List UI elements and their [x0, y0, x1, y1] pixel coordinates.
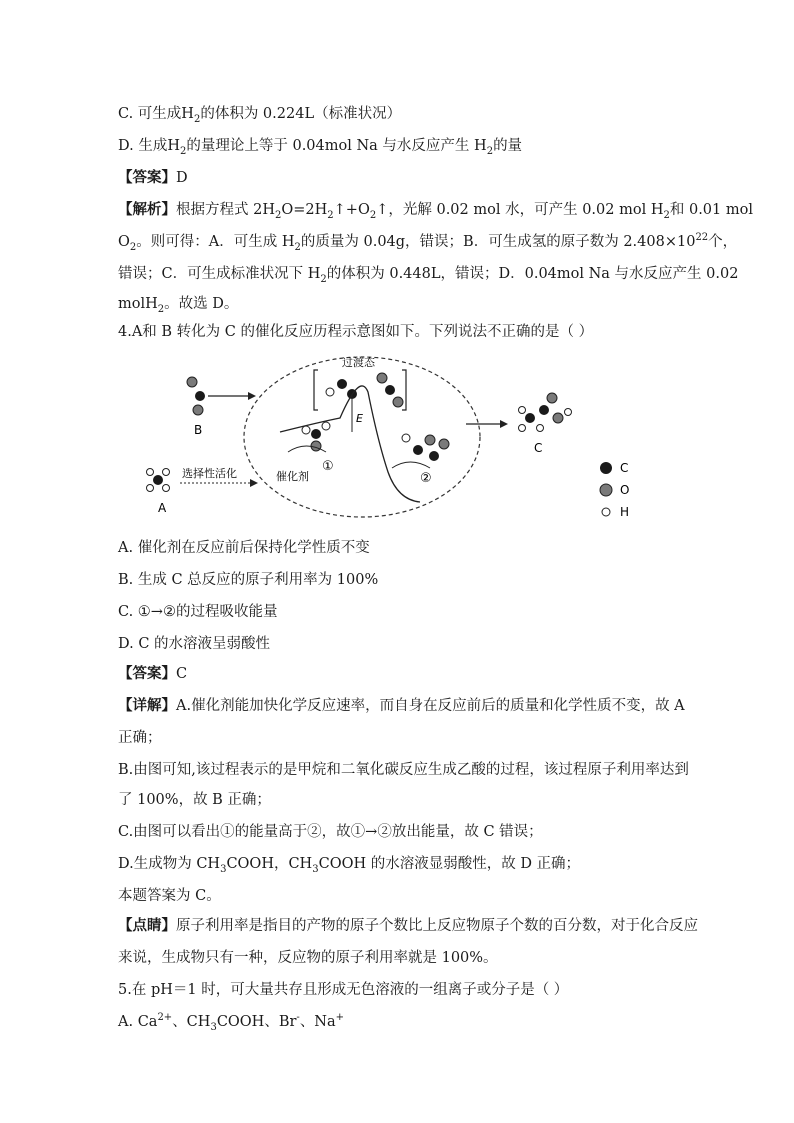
q3-answer: 【答案】D	[118, 169, 188, 186]
q4-detail-line-6: D.生成物为 $CH_3COOH$，$CH_3COOH$ 的水溶液显弱酸性，故 D 正确；	[118, 856, 581, 875]
label-a: A	[158, 501, 167, 515]
label-b: B	[194, 423, 203, 437]
q3-option-c: C. 可生成$H_2$的体积为 0.224L（标准状况）	[118, 106, 402, 125]
catalyst-surface-2	[392, 462, 430, 468]
energy-label: E	[356, 412, 363, 425]
selective-activation-label: 选择性活化	[182, 467, 237, 480]
q3-analysis-line-2: $O_2$。则可得：A．可生成 $H_2$的质量为 0.04g，错误；B．可生成氢的原子数为 $2.408\times 10^{22}$个，	[118, 232, 738, 253]
step1-molecule	[302, 422, 330, 451]
q5-stem: 5.在 pH＝1 时，可大量共存且形成无色溶液的一组离子或分子是（ ）	[118, 982, 569, 998]
label-c: C	[534, 441, 543, 455]
ts-molecule	[326, 373, 403, 407]
q4-detail-line-3: B.由图可知,该过程表示的是甲烷和二氧化碳反应生成乙酸的过程，该过程原子利用率达到	[118, 762, 689, 778]
legend-h: H	[620, 505, 630, 519]
molecule-b	[187, 377, 205, 415]
arrow-c-head	[500, 420, 508, 428]
q3-analysis-line-1: 【解析】根据方程式 $2H_2O=2H_2↑+O_2↑$，光解 0.02 mol 水，可产生 0.02 mol $H_2$和 0.01 mol	[118, 201, 753, 221]
q4-detail-line-4: 了 100%，故 B 正确；	[118, 792, 271, 808]
molecule-a	[147, 469, 170, 492]
q4-point-line-2: 来说，生成物只有一种，反应物的原子利用率就是 100%。	[118, 950, 498, 966]
q4-option-c: C. ①→②的过程吸收能量	[118, 604, 278, 620]
legend-c: C	[620, 461, 629, 475]
q4-point-line-1: 【点睛】原子利用率是指目的产物的原子个数比上反应物原子个数的百分数，对于化合反应	[118, 917, 698, 934]
q4-detail-line-2: 正确；	[118, 730, 162, 746]
q5-option-a: A. $Ca^{2+}$、$CH_3COOH$、Br-、Na+	[118, 1012, 345, 1033]
reaction-zone-ellipse	[244, 357, 480, 517]
catalyst-label: 催化剂	[276, 470, 309, 483]
q3-analysis-line-3: 错误；C．可生成标准状况下 $H_2$的体积为 0.448L，错误；D．0.04mol Na 与水反应产生 0.02	[118, 266, 739, 285]
transition-state-label: 过渡态	[342, 356, 375, 369]
q4-detail-line-5: C.由图可以看出①的能量高于②，故①→②放出能量，故 C 错误；	[118, 824, 543, 840]
q3-option-d: D. 生成$H_2$的量理论上等于 0.04mol Na 与水反应产生 $H_2$的量	[118, 138, 523, 157]
step2-label: ②	[420, 471, 432, 486]
ts-bracket-left	[314, 370, 318, 410]
q4-detail-line-1: 【详解】A.催化剂能加快化学反应速率，而自身在反应前后的质量和化学性质不变，故 A	[118, 697, 685, 714]
legend-o: O	[620, 483, 630, 497]
q4-stem: 4.A和 B 转化为 C 的催化反应历程示意图如下。下列说法不正确的是（ ）	[118, 324, 594, 340]
arrow-b-head	[248, 392, 256, 400]
step2-molecule	[402, 434, 449, 461]
atom-legend	[600, 461, 629, 519]
q3-analysis-line-4: molH$_2$。故选 D。	[118, 296, 239, 315]
q4-option-d: D. C 的水溶液呈弱酸性	[118, 636, 271, 652]
q4-detail-line-7: 本题答案为 C。	[118, 888, 221, 904]
q4-option-b: B. 生成 C 总反应的原子利用率为 100%	[118, 572, 379, 588]
molecule-c	[519, 393, 572, 432]
reaction-mechanism-diagram	[130, 352, 650, 522]
step1-label: ①	[322, 459, 334, 474]
q4-option-a: A. 催化剂在反应前后保持化学性质不变	[118, 540, 370, 556]
q4-answer: 【答案】C	[118, 665, 188, 682]
arrow-a-head	[250, 479, 258, 487]
